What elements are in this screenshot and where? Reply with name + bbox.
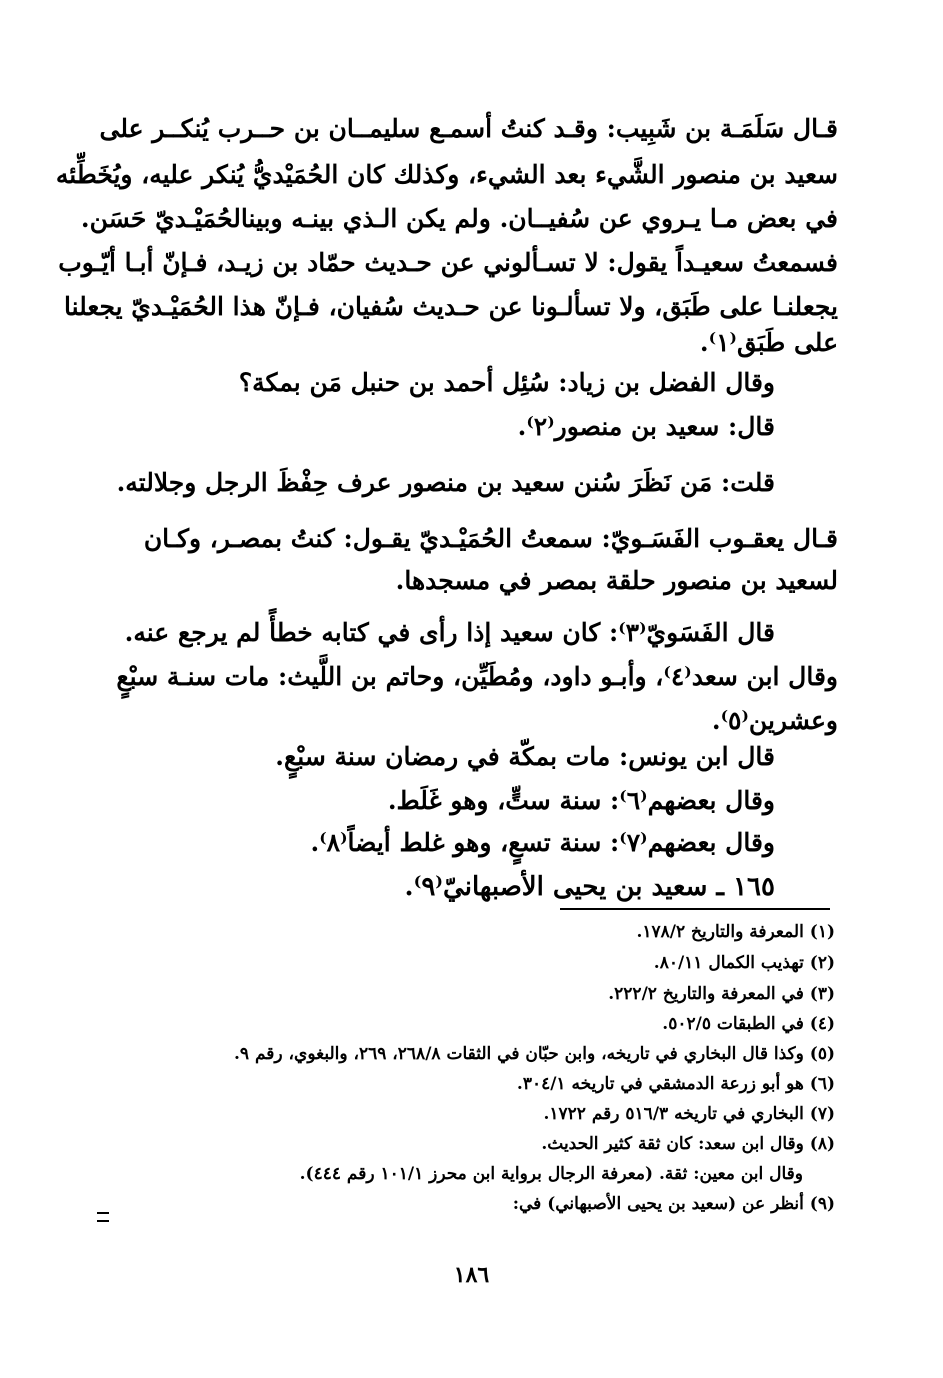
footnote-5: (٥) وكذا قال البخاري في تاريخه، وابن حبّان في الثقات ٢٦٨/٨، ٢٦٩، والبغوي، رقم ٩. [234,1044,835,1064]
paragraph-1-line-1: قـال سَلَمَـة بن شَبِيب: وقـد كنتُ أسمـع سليمــان بن حــرب يُنكــر على [99,114,838,143]
paragraph-1-line-4: فسمعتُ سعيـداً يقول: لا تسـألوني عن حـديث حمّاد بن زيـد، فـإنّ أبـا أيّـوب [58,248,838,277]
footnote-separator [560,908,830,910]
footnote-7: (٧) البخاري في تاريخه ٥١٦/٣ رقم ١٧٢٢. [543,1104,835,1124]
paragraph-5-line-1: قـال يعقـوب الفَسَـويّ: سمعتُ الحُمَيْـديّ يقـول: كنتُ بمصـر، وكـان [143,524,838,553]
paragraph-6: قال الفَسَويّ⁽٣⁾: كان سعيد إذا رأى في كتابه خطأً لم يرجع عنه. [124,618,775,647]
paragraph-1-line-2: سعيد بن منصور الشَّيء بعد الشيء، وكذلك كان الحُمَيْديُّ يُنكر عليه، ويُخَطِّئه [55,160,838,189]
paragraph-1-line-6: على طَبَق⁽١⁾. [699,328,838,357]
page-number: ١٨٦ [453,1262,490,1288]
paragraph-1-line-5: يجعلنـا على طَبَق، ولا تسألـونا عن حـديث سُفيان، فـإنّ هذا الحُمَيْـديّ يجعلنا [63,292,838,321]
paragraph-3: قال: سعيد بن منصور⁽٢⁾. [517,412,775,441]
paragraph-7-line-1: وقال ابن سعد⁽٤⁾، وأبـو داود، ومُطَيِّن، وحاتم بن اللَّيث: مات سنـة سبْعٍ [116,662,838,691]
footnote-3: (٣) في المعرفة والتاريخ ٢٢٢/٢. [608,984,835,1004]
footnote-8: (٨) وقال ابن سعد: كان ثقة كثير الحديث. [541,1134,835,1154]
paragraph-2: وقال الفضل بن زياد: سُئِل أحمد بن حنبل مَن بمكة؟ [238,368,775,397]
footnote-6: (٦) هو أبو زرعة الدمشقي في تاريخه ٣٠٤/١. [516,1074,835,1094]
entry-heading: ١٦٥ ـ سعيد بن يحيى الأصبهانيّ⁽٩⁾. [404,872,775,902]
footnote-2: (٢) تهذيب الكمال ٨٠/١١. [653,953,835,973]
footnote-1: (١) المعرفة والتاريخ ١٧٨/٢. [636,922,835,942]
paragraph-1-line-3: في بعض مـا يـروي عن سُفيــان. ولم يكن الـذي بينـه وبينالحُمَيْـديّ حَسَن. [80,204,838,233]
footnote-9: (٩) أنظر عن (سعيد بن يحيى الأصبهاني) في: [512,1194,835,1214]
continuation-marker [97,1212,109,1222]
paragraph-5-line-2: لسعيد بن منصور حلقة بمصر في مسجدها. [395,566,838,595]
footnote-8-continuation: وقال ابن معين: ثقة. (معرفة الرجال برواية ابن محرز ١٠١/١ رقم ٤٤٤). [299,1164,803,1184]
footnote-4: (٤) في الطبقات ٥٠٢/٥. [662,1014,835,1034]
paragraph-9: وقال بعضهم⁽٦⁾: سنة ستٍّ، وهو غَلَط. [387,786,775,815]
paragraph-4: قلت: مَن نَظَرَ سُنن سعيد بن منصور عرف حِفْظَ الرجل وجلالته. [116,468,775,497]
paragraph-7-line-2: وعشرين⁽٥⁾. [711,706,838,735]
paragraph-8: قال ابن يونس: مات بمكّة في رمضان سنة سبْعٍ. [275,742,775,771]
paragraph-10: وقال بعضهم⁽٧⁾: سنة تسعٍ، وهو غلط أيضاً⁽٨⁾. [310,828,775,857]
